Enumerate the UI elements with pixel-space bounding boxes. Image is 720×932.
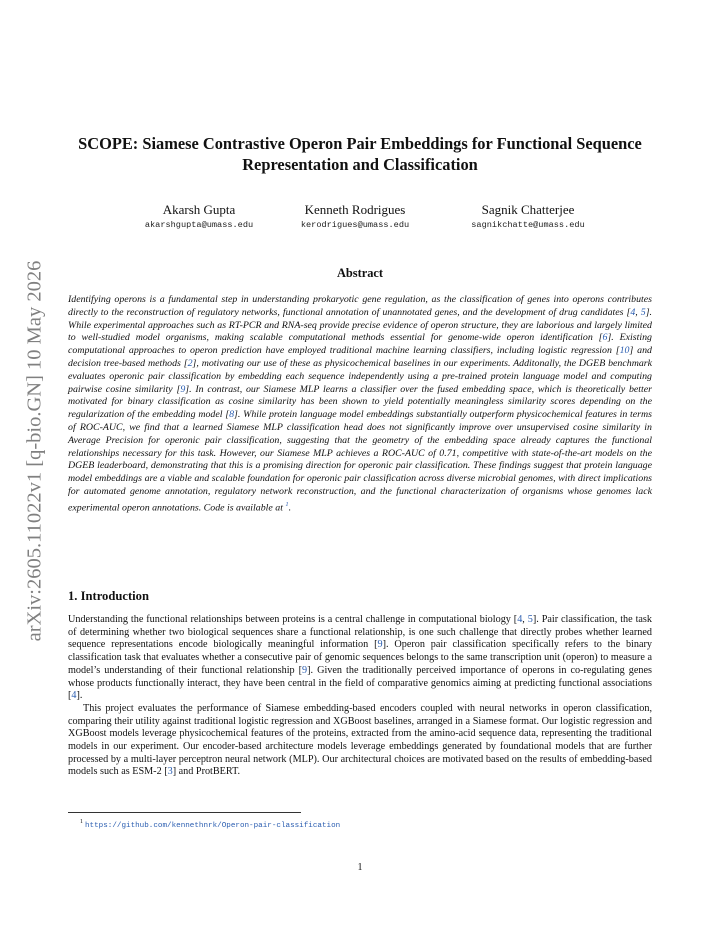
footnote-divider [68, 812, 301, 813]
author-2 [280, 202, 430, 232]
paper-title: SCOPE: Siamese Contrastive Operon Pair Embeddings for Functional Sequence Representation and Classification [78, 134, 642, 174]
footnote-marker-link[interactable]: 1 [285, 500, 289, 508]
abstract-segment: . [288, 502, 292, 514]
footnote-url-link[interactable]: https://github.com/kennethnrk/Operon-pair-classification [85, 821, 341, 830]
text-segment: , [522, 614, 528, 625]
text-segment: ]. [76, 690, 83, 702]
abstract-heading: Abstract [336, 266, 384, 280]
author-3 [448, 202, 608, 232]
author-email[interactable]: akarshgupta@umass.edu [144, 220, 254, 230]
citation-link[interactable]: 6 [602, 332, 608, 344]
intro-paragraph-1 [68, 614, 652, 703]
section-heading-introduction: 1. Introduction [68, 589, 149, 603]
text-segment: ]. Pair classification, the task of determining whether two biological sequences share a functional relationship, is one such challenge that directly probes whether learned sequence representations encode biologically meaningful information [ [68, 614, 652, 651]
citation-link[interactable]: 9 [377, 639, 383, 651]
citation-link[interactable]: 9 [302, 664, 308, 676]
text-segment: Understanding the functional relationships between proteins is a central challenge in computational biology [ [68, 614, 518, 625]
citation-link[interactable]: 4 [517, 614, 523, 625]
author-email[interactable]: sagnikchatte@umass.edu [471, 220, 585, 230]
author-name: Sagnik Chatterjee [481, 202, 575, 217]
abstract-segment: ]. Existing computational approaches to operon prediction have employed traditional machine learning classifiers, including logistic regression [ [68, 332, 652, 357]
author-name: Kenneth Rodrigues [304, 202, 406, 217]
author-email[interactable]: kerodrigues@umass.edu [300, 220, 410, 230]
abstract-segment: , [635, 306, 641, 318]
citation-link[interactable]: 5 [640, 306, 646, 318]
text-segment: ]. Operon pair classification specifically refers to the binary classification task that evaluates whether a consecutive pair of genomic sequences belongs to the same transcription unit (operon) to measure a model’s understanding of their functional relationship [ [68, 639, 652, 676]
text-segment: ] and ProtBERT. [172, 766, 241, 778]
abstract-segment: ]. While protein language model embeddings substantially outperform physicochemical features in terms of ROC-AUC, we find that a learned Siamese MLP classification head does not significantly improve over unsupervised cosine similarity in Average Precision for operonic pair classification, suggesting that the geometry of the embedding space already captures the functional relationships necessary for this task. However, our Siamese MLP achieves a ROC-AUC of 0.71, competitive with state-of-the-art models on the DGEB leaderboard, demonstrating that this is a promising direction for operonic pair classification. These findings suggest that protein language model embeddings are a viable and scalable foundation for operonic pair classification across diverse microbial genomes, with direct implications for automated genome annotation, regulatory network reconstruction, and the functional characterization of organisms whose genomes lack experimental operon annotations. Code is available at [68, 409, 652, 514]
citation-link[interactable]: 4 [630, 306, 636, 318]
intro-paragraph-2 [68, 703, 652, 779]
footnote-mark: 1 [80, 819, 83, 825]
abstract-segment: ] and decision tree-based methods [ [68, 345, 652, 369]
abstract-segment: ], motivating our use of these as physicochemical baselines in our experiments. Additonally, the DGEB benchmark evaluates operonic pair classification by embedding each sequence independently using a pre-trained protein language model and computing pairwise cosine similarity [ [68, 357, 652, 395]
text-segment: ]. Given the traditionally perceived importance of operons in co-regulating genes whose products functionally interact, they have been central in the field of comparative genomics aiming at predicting functional associations [ [68, 664, 652, 702]
abstract-segment: Identifying operons is a fundamental step in understanding prokaryotic gene regulation, as the classification of genes into operons contributes directly to the reconstruction of regulatory networks, functional annotation of unannotated genes, and the development of drug candidates [ [68, 294, 652, 318]
text-segment: This project evaluates the performance of Siamese embedding-based encoders coupled with neural networks in operon classification, comparing their utility against traditional logistic regression and XGBoost baselines, arranged in a Siamese format. Our logistic regression and XGBoost models leverage physicochemical features of the proteins, extracted from the amino-acid sequence data, representing the traditional models in our experiment. Our encoder-based architecture models leverage embeddings generated by foundational models that are further processed by a multi-layer perceptron neural network (MLP). Our architectural choices are motivated based on the results of embedding-based models such as ESM-2 [ [68, 702, 652, 778]
page-number: 1 [357, 862, 363, 873]
citation-link[interactable]: 10 [619, 345, 630, 357]
citation-link[interactable]: 9 [180, 383, 186, 395]
abstract-segment: ]. While experimental approaches such as RT-PCR and RNA-seq provide precise evidence of operon structure, they are laborious and largely limited to well-studied model organisms, making scalable computational methods essential for genome-wide operon identification [ [68, 306, 653, 344]
introduction-body [68, 614, 652, 779]
author-1 [124, 202, 274, 232]
citation-link[interactable]: 5 [527, 614, 533, 625]
arxiv-identifier [22, 236, 48, 666]
abstract-segment: ]. In contrast, our Siamese MLP learns a classifier over the fused embedding space, which is theoretically better motivated for binary classification as cosine similarity has been shown to yield potentially meaningless similarity scores depending on the regularization of the embedding model [ [68, 383, 652, 421]
footnote [80, 817, 340, 831]
author-name: Akarsh Gupta [162, 202, 236, 217]
abstract-text [68, 294, 652, 515]
citation-link[interactable]: 3 [167, 766, 173, 778]
citation-link[interactable]: 8 [229, 409, 235, 421]
arxiv-identifier-text: arXiv:2605.11022v1 [q-bio.GN] 10 May 2026 [23, 260, 46, 642]
citation-link[interactable]: 2 [187, 357, 193, 369]
citation-link[interactable]: 4 [71, 690, 77, 702]
